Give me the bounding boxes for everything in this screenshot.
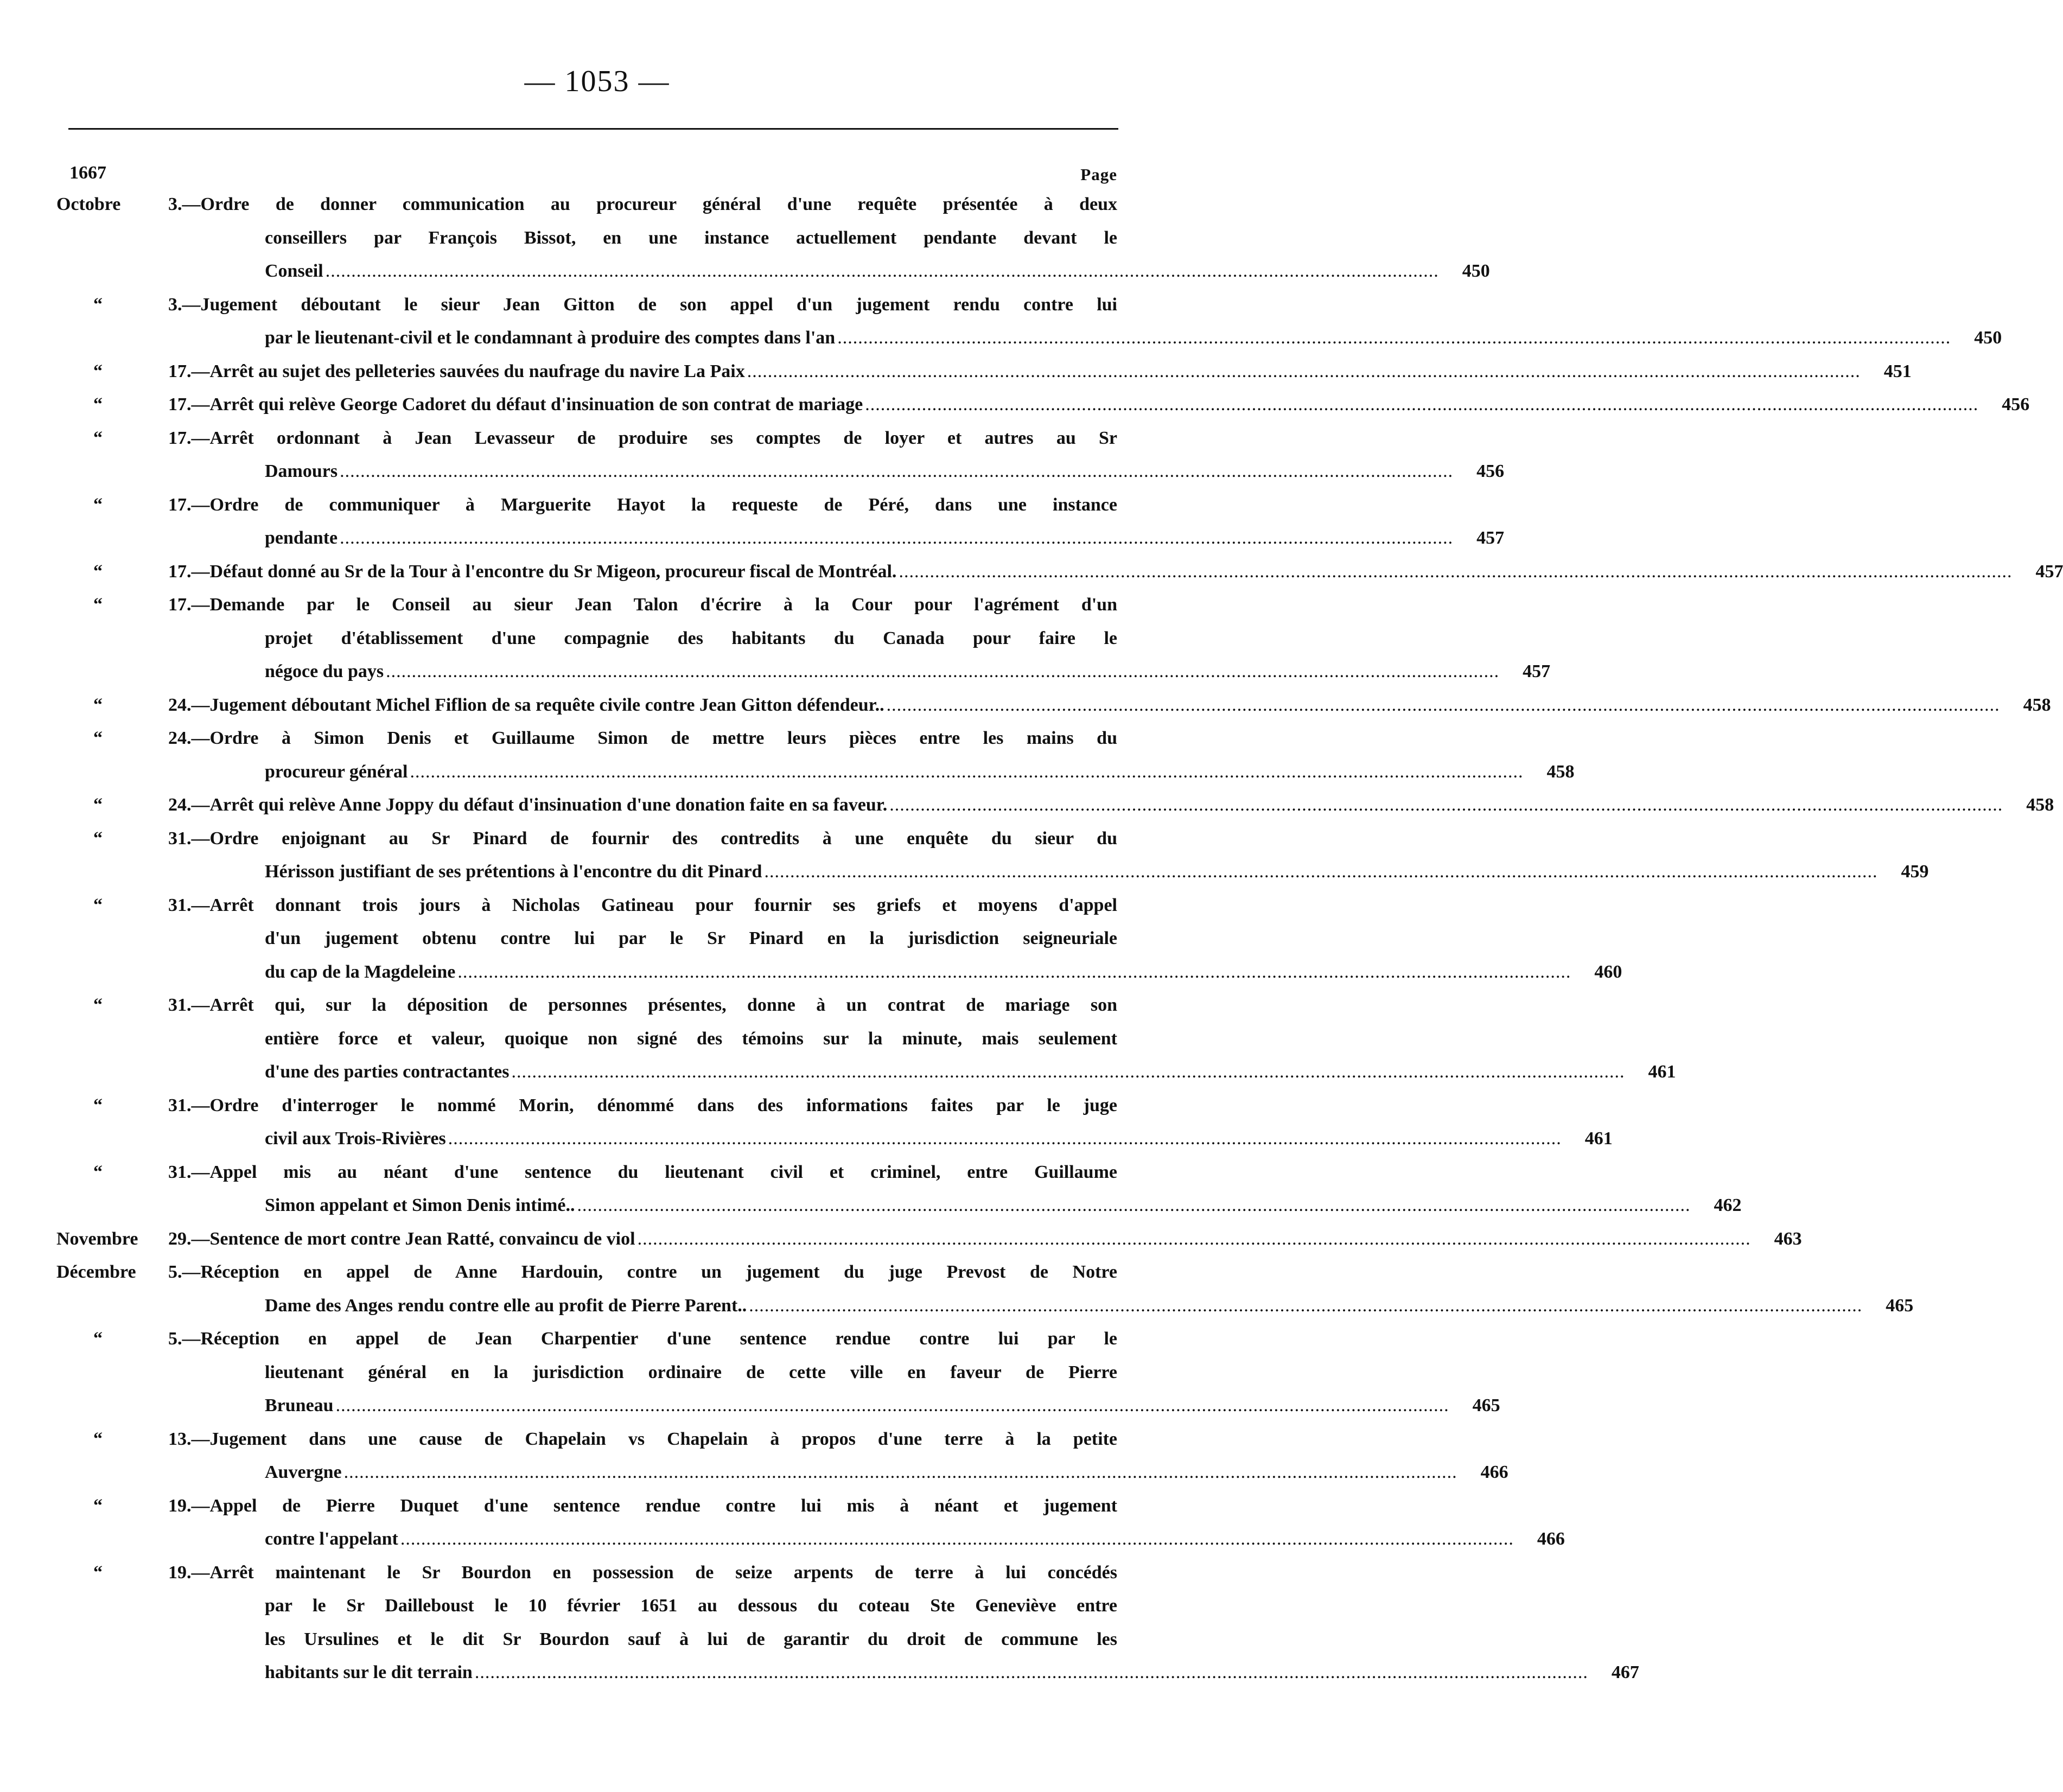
entry-line [168, 1255, 1117, 1289]
entry-line [265, 955, 1622, 989]
entry-line [168, 688, 2051, 722]
entry-line-text: —Arrêt au sujet des pelleteries sauvées du naufrage du navire La Paix [191, 361, 745, 381]
index-entry [0, 889, 1622, 989]
entry-text [168, 488, 1117, 522]
ditto-mark: “ [93, 795, 103, 815]
entry-line-text: —Défaut donné au Sr de la Tour à l'encontre du Sr Migeon, procureur fiscal de Montréal. [191, 561, 897, 582]
ditto-mark: “ [93, 694, 103, 715]
entry-line [265, 1122, 1613, 1156]
dot-leader [323, 254, 1441, 288]
dot-leader [455, 955, 1573, 989]
ditto-mark: “ [93, 394, 103, 414]
entry-line-text: —Ordre de communiquer à Marguerite Hayot la requeste de Péré, dans une instance [191, 494, 1117, 515]
page-reference: 467 [1611, 1662, 1639, 1682]
entry-line [265, 922, 1117, 955]
page-reference: 463 [1774, 1228, 1802, 1249]
page-column-heading: Page [1080, 165, 1117, 184]
entry-line-text: Hérisson justifiant de ses prétentions à l'encontre du dit Pinard [265, 862, 762, 882]
entry-day: 17. [168, 494, 192, 515]
page-reference: 460 [1594, 961, 1622, 982]
entry-day: 24. [168, 795, 192, 815]
entry-line [265, 622, 1117, 655]
page-number: — 1053 — [524, 65, 670, 98]
dot-leader [398, 1522, 1516, 1556]
entry-line-text: —Sentence de mort contre Jean Ratté, convaincu de viol [191, 1228, 635, 1249]
ditto-mark: “ [93, 728, 103, 748]
entry-text [168, 1156, 1117, 1189]
index-entry [0, 788, 2054, 822]
dot-leader [863, 388, 1981, 422]
entry-line [168, 1222, 1802, 1256]
entry-day: 31. [168, 828, 192, 849]
entry-text [265, 1289, 747, 1323]
entry-text [168, 388, 863, 422]
entry-line-text: —Appel de Pierre Duquet d'une sentence rendue contre lui mis à néant et jugement [191, 1495, 1117, 1516]
entry-line [168, 1156, 1117, 1189]
header-rule [68, 128, 1118, 130]
entry-line [168, 1423, 1117, 1456]
ditto-mark: “ [93, 595, 103, 615]
ditto-mark: “ [93, 1095, 103, 1115]
index-entry [0, 1556, 1639, 1689]
entry-line-text: —Arrêt maintenant le Sr Bourdon en possession de seize arpents de terre à lui concédés [191, 1562, 1117, 1583]
entry-day: 24. [168, 728, 192, 748]
entry-day: 24. [168, 694, 192, 715]
month-label: Décembre [56, 1262, 136, 1282]
entry-day: 5. [168, 1262, 182, 1282]
entry-line-text: conseillers par François Bissot, en une instance actuellement pendante devant le [265, 227, 1117, 248]
entry-text [168, 555, 896, 589]
dot-leader [747, 1289, 1864, 1323]
entry-line [168, 722, 1117, 755]
dot-leader [887, 788, 2005, 822]
entry-line [168, 822, 1117, 856]
entry-line-text: Conseil [265, 261, 323, 281]
page-reference: 465 [1472, 1395, 1500, 1415]
entry-day: 31. [168, 1162, 192, 1182]
index-entry [0, 1423, 1508, 1489]
entry-text [168, 1489, 1117, 1523]
month-label: Octobre [56, 194, 121, 214]
index-entry [0, 555, 2063, 589]
entry-line [265, 254, 1490, 288]
entry-text [168, 188, 1117, 221]
entry-day: 29. [168, 1228, 192, 1249]
entry-line [265, 1189, 1742, 1222]
entry-day: 17. [168, 394, 192, 414]
entry-day: 31. [168, 895, 192, 915]
entry-text [265, 521, 338, 555]
index-entry [0, 388, 2030, 422]
entry-text [168, 288, 1117, 322]
index-entry [0, 1089, 1613, 1156]
ditto-mark: “ [93, 1429, 103, 1449]
ditto-mark: “ [93, 294, 103, 315]
entry-line-text: —Jugement déboutant Michel Fiflion de sa requête civile contre Jean Gitton défendeur.. [191, 694, 884, 715]
entry-line-text: Auvergne [265, 1462, 342, 1482]
entry-text [265, 922, 1117, 955]
entry-line-text: du cap de la Magdeleine [265, 961, 456, 982]
index-entry [0, 355, 1912, 388]
entry-text [265, 755, 407, 789]
entry-text [168, 1423, 1117, 1456]
entry-line [265, 1289, 1914, 1323]
entry-day: 13. [168, 1429, 192, 1449]
dot-leader [338, 455, 1455, 488]
index-entry [0, 1156, 1742, 1222]
dot-leader [446, 1122, 1564, 1156]
page-reference: 466 [1537, 1529, 1565, 1549]
page-reference: 458 [2026, 795, 2054, 815]
page-reference: 466 [1480, 1462, 1508, 1482]
entry-line [168, 355, 1912, 388]
index-entry [0, 688, 2051, 722]
entry-text [168, 989, 1117, 1022]
entry-line [265, 855, 1929, 889]
entry-line [168, 889, 1117, 922]
entry-line-text: —Réception en appel de Jean Charpentier d'une sentence rendue contre lui par le [182, 1329, 1117, 1349]
ditto-mark: “ [93, 494, 103, 515]
entry-line [168, 188, 1117, 221]
ditto-mark: “ [93, 361, 103, 381]
entry-line-text: —Ordre à Simon Denis et Guillaume Simon de mettre leurs pièces entre les mains du [191, 728, 1117, 748]
entry-text [168, 355, 745, 388]
entry-line-text: —Ordre d'interroger le nommé Morin, dénommé dans des informations faites par le juge [191, 1095, 1117, 1115]
dot-leader [342, 1456, 1460, 1489]
entry-line-text: par le lieutenant-civil et le condamnant à produire des comptes dans l'an [265, 328, 836, 348]
index-entry [0, 488, 1505, 555]
entry-line [168, 989, 1117, 1022]
index-entry [0, 989, 1676, 1089]
dot-leader [762, 855, 1880, 889]
entry-text [265, 1122, 446, 1156]
entry-line-text: —Arrêt qui relève Anne Joppy du défaut d'insinuation d'une donation faite en sa faveur. [191, 795, 888, 815]
page-reference: 456 [2002, 394, 2030, 414]
index-entry [0, 722, 1575, 788]
entry-text [265, 1623, 1117, 1656]
index-entry [0, 422, 1505, 488]
entry-text [168, 1322, 1117, 1356]
entry-text [168, 889, 1117, 922]
entry-day: 3. [168, 294, 182, 315]
ditto-mark: “ [93, 1329, 103, 1349]
entry-text [265, 1456, 342, 1489]
dot-leader [835, 321, 1953, 355]
entry-line [265, 1356, 1117, 1389]
page-reference: 450 [1462, 261, 1490, 281]
entry-text [265, 221, 1117, 255]
ditto-mark: “ [93, 561, 103, 582]
index-entry [0, 1489, 1565, 1556]
entry-day: 31. [168, 1095, 192, 1115]
dot-leader [896, 555, 2014, 589]
entry-line-text: entière force et valeur, quoique non signé des témoins sur la minute, mais seulement [265, 1028, 1117, 1049]
entry-line [168, 1489, 1117, 1523]
entry-text [168, 1556, 1117, 1590]
entry-text [168, 722, 1117, 755]
ditto-mark: “ [93, 1495, 103, 1516]
entry-day: 19. [168, 1562, 192, 1583]
entry-line [265, 755, 1575, 789]
entry-text [265, 1055, 509, 1089]
entry-line-text: —Arrêt qui relève George Cadoret du défaut d'insinuation de son contrat de mariage [191, 394, 863, 414]
entry-day: 17. [168, 595, 192, 615]
index-entry [0, 1222, 1802, 1256]
entry-text [265, 254, 323, 288]
dot-leader [509, 1055, 1627, 1089]
entry-line [168, 288, 1117, 322]
entry-line-text: contre l'appelant [265, 1529, 398, 1549]
page-reference: 458 [2023, 694, 2051, 715]
entry-text [168, 688, 884, 722]
ditto-mark: “ [93, 1562, 103, 1583]
entry-text [265, 655, 384, 688]
entry-line-text: —Arrêt ordonnant à Jean Levasseur de produire ses comptes de loyer et autres au Sr [191, 428, 1117, 448]
entry-day: 19. [168, 1495, 192, 1516]
entry-text [265, 455, 338, 488]
page-reference: 461 [1584, 1128, 1613, 1149]
dot-leader [884, 688, 2002, 722]
entry-day: 17. [168, 428, 192, 448]
entry-day: 31. [168, 995, 192, 1015]
page-reference: 450 [1974, 328, 2002, 348]
page-reference: 457 [2035, 561, 2063, 582]
entry-line-text: projet d'établissement d'une compagnie des habitants du Canada pour faire le [265, 628, 1117, 648]
entry-text [265, 1656, 473, 1689]
dot-leader [338, 521, 1455, 555]
entry-day: 3. [168, 194, 182, 214]
entry-text [265, 1189, 575, 1222]
dot-leader [407, 755, 1525, 789]
index-entry [0, 188, 1490, 288]
entry-line-text: —Ordre enjoignant au Sr Pinard de fournir des contredits à une enquête du sieur du [191, 828, 1117, 849]
entry-text [168, 1255, 1117, 1289]
entry-text [265, 1356, 1117, 1389]
entry-line [265, 1522, 1565, 1556]
entry-line [168, 488, 1117, 522]
dot-leader [635, 1222, 1753, 1256]
entry-line [265, 655, 1551, 688]
entry-line-text: par le Sr Dailleboust le 10 février 1651 au dessous du coteau Ste Geneviève entre [265, 1596, 1117, 1616]
index-entry [0, 1322, 1500, 1423]
entry-line-text: Damours [265, 461, 338, 481]
entry-line-text: les Ursulines et le dit Sr Bourdon sauf à lui de garantir du droit de commune les [265, 1629, 1117, 1649]
entry-line-text: —Arrêt donnant trois jours à Nicholas Gatineau pour fournir ses griefs et moyens d'appel [191, 895, 1117, 915]
entry-text [265, 622, 1117, 655]
entry-line [265, 1022, 1117, 1056]
index-entry [0, 288, 2002, 355]
entry-text [168, 1089, 1117, 1123]
entry-line [265, 1589, 1117, 1623]
entry-line [168, 555, 2063, 589]
entry-line [265, 1389, 1500, 1423]
entry-text [265, 321, 835, 355]
entry-line [168, 1556, 1117, 1590]
page-reference: 458 [1546, 761, 1575, 782]
entry-line [265, 321, 2002, 355]
ditto-mark: “ [93, 828, 103, 849]
entry-day: 5. [168, 1329, 182, 1349]
entry-line [265, 1456, 1508, 1489]
entry-line-text: —Réception en appel de Anne Hardouin, contre un jugement du juge Prevost de Notre [182, 1262, 1117, 1282]
page-reference: 457 [1476, 528, 1505, 548]
index-entry [0, 822, 1929, 889]
entry-text [168, 422, 1117, 455]
entry-text [168, 822, 1117, 856]
entry-text [168, 588, 1117, 622]
page-reference: 456 [1476, 461, 1505, 481]
entry-line-text: Simon appelant et Simon Denis intimé.. [265, 1195, 575, 1215]
entry-line [168, 788, 2054, 822]
entry-line-text: —Arrêt qui, sur la déposition de personnes présentes, donne à un contrat de mariage son [191, 995, 1117, 1015]
entry-text [265, 1522, 398, 1556]
entry-line [265, 1623, 1117, 1656]
entry-line [168, 1089, 1117, 1123]
entry-line-text: —Ordre de donner communication au procureur général d'une requête présentée à deux [182, 194, 1117, 214]
dot-leader [473, 1656, 1590, 1689]
entry-line [265, 521, 1505, 555]
ditto-mark: “ [93, 428, 103, 448]
entry-line [168, 422, 1117, 455]
entry-line-text: —Jugement dans une cause de Chapelain vs Chapelain à propos d'une terre à la petite [191, 1429, 1117, 1449]
entry-line-text: d'un jugement obtenu contre lui par le Sr Pinard en la jurisdiction seigneuriale [265, 928, 1117, 948]
ditto-mark: “ [93, 895, 103, 915]
page-reference: 462 [1714, 1195, 1742, 1215]
entry-line-text: d'une des parties contractantes [265, 1062, 510, 1082]
page-reference: 459 [1901, 862, 1929, 882]
entry-line-text: civil aux Trois-Rivières [265, 1128, 446, 1149]
entry-line-text: procureur général [265, 761, 408, 782]
page-reference: 451 [1883, 361, 1912, 381]
entry-line [265, 1656, 1639, 1689]
page-reference: 465 [1886, 1295, 1914, 1316]
entry-line [265, 1055, 1676, 1089]
entry-text [168, 1222, 635, 1256]
entry-line-text: —Demande par le Conseil au sieur Jean Talon d'écrire à la Cour pour l'agrément d'un [191, 595, 1117, 615]
dot-leader [334, 1389, 1451, 1423]
entry-line [265, 455, 1505, 488]
entry-line [168, 1322, 1117, 1356]
page-reference: 457 [1523, 661, 1551, 681]
entry-line [265, 221, 1117, 255]
entry-text [265, 855, 762, 889]
ditto-mark: “ [93, 1162, 103, 1182]
year-heading: 1667 [69, 163, 106, 183]
entry-day: 17. [168, 361, 192, 381]
month-label: Novembre [56, 1228, 138, 1249]
entry-line-text: Dame des Anges rendu contre elle au profit de Pierre Parent.. [265, 1295, 747, 1316]
entry-line-text: —Appel mis au néant d'une sentence du lieutenant civil et criminel, entre Guillaume [191, 1162, 1117, 1182]
entry-line-text: négoce du pays [265, 661, 384, 681]
entry-line-text: lieutenant général en la jurisdiction ordinaire de cette ville en faveur de Pierre [265, 1362, 1117, 1382]
dot-leader [384, 655, 1501, 688]
dot-leader [575, 1189, 1692, 1222]
index-entry [0, 588, 1551, 688]
dot-leader [745, 355, 1863, 388]
entry-line-text: habitants sur le dit terrain [265, 1662, 473, 1682]
entry-text [265, 1022, 1117, 1056]
index-entries [0, 188, 2063, 1689]
entry-text [265, 1589, 1117, 1623]
entry-text [168, 788, 887, 822]
entry-line [168, 388, 2030, 422]
entry-line-text: Bruneau [265, 1395, 334, 1415]
entry-line [168, 588, 1117, 622]
entry-text [265, 1389, 334, 1423]
entry-line-text: pendante [265, 528, 338, 548]
entry-day: 17. [168, 561, 192, 582]
ditto-mark: “ [93, 995, 103, 1015]
entry-line-text: —Jugement déboutant le sieur Jean Gitton de son appel d'un jugement rendu contre lui [182, 294, 1117, 315]
index-entry [0, 1255, 1914, 1322]
entry-text [265, 955, 455, 989]
page-reference: 461 [1648, 1062, 1676, 1082]
